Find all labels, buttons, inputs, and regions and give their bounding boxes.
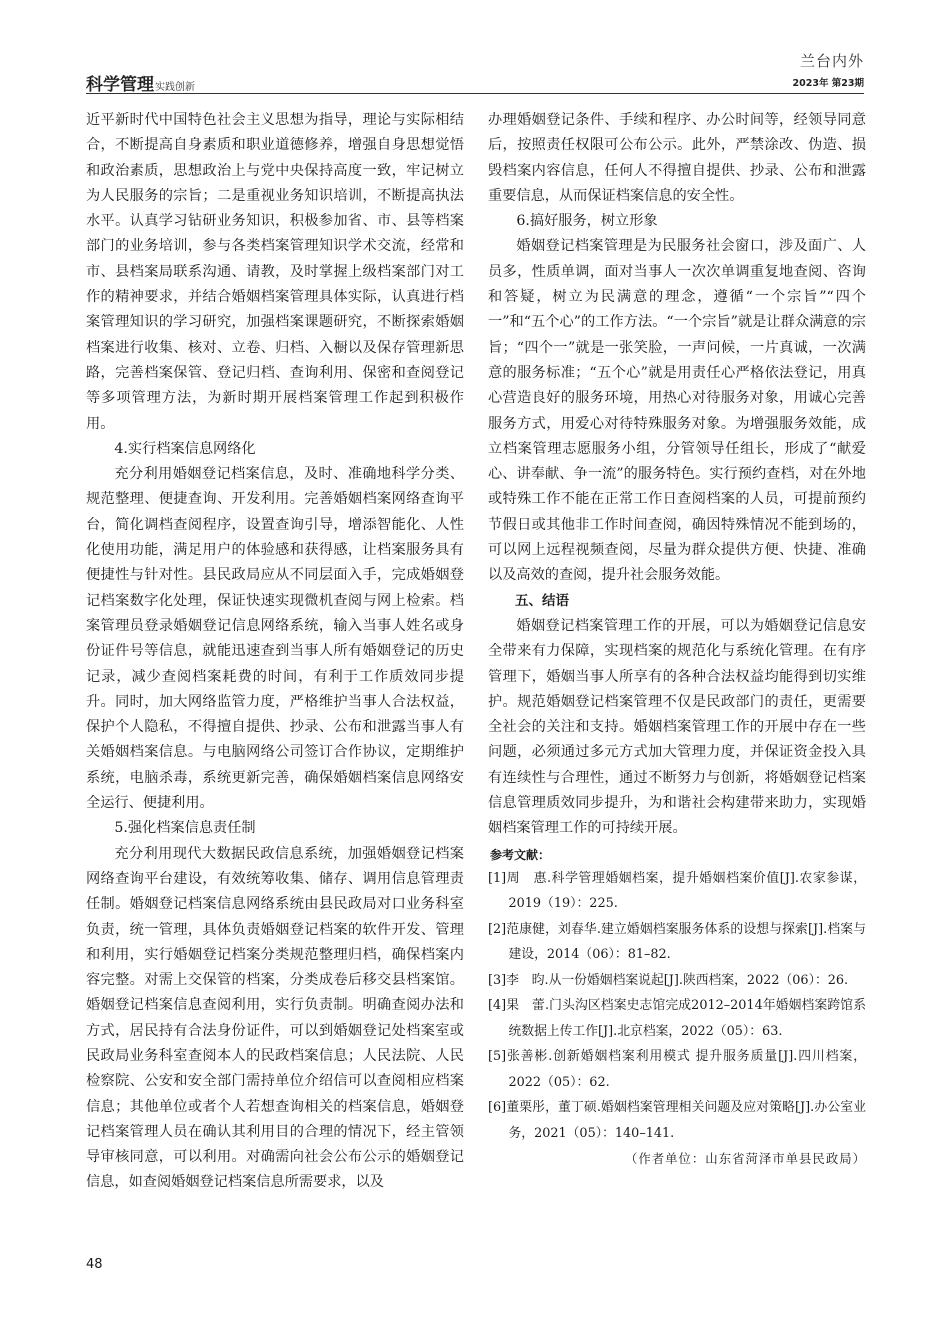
issue-label: 2023年 第23期 xyxy=(792,78,864,89)
section-name: 兰台内外 xyxy=(799,52,864,70)
paragraph: 近平新时代中国特色社会主义思想为指导，理论与实际相结合，不断提高自身素质和职业道德修养，增强自身思想觉悟和政治素质，思想政治上与党中央保持高度一致，牢记树立为人民服务的宗旨；二是重视业务知识培训，不断提高执法水平。认真学习钻研业务知识，积极参加省、市、县等档案部门的业务培训，参与各类档案管理知识学术交流，经常和市、县档案局联系沟通、请教，及时掌握上级档案部门对工作的精神要求，并结合婚姻档案管理具体实际，认真进行档案管理知识的学习研究，加强档案课题研究，不断探索婚姻档案进行收集、核对、立卷、归档、入橱以及保存管理新思路，完善档案保管、登记归档、查询利用、保密和查阅登记等多项管理方法，为新时期开展档案管理工作起到积极作用。 xyxy=(86,112,464,432)
paragraph: 婚姻登记档案管理是为民服务社会窗口，涉及面广、人员多，性质单调，面对当事人一次次单调重复地查阅、咨询和答疑，树立为民满意的理念，遵循“一个宗旨”“四个一”和“五个心”的工作方法。“一个宗旨”就是让群众满意的宗旨；“四个一”就是一张笑脸，一声问候，一片真诚，一次满意的服务标准；“五个心”就是用责任心严格依法登记，用真心营造良好的服务环境，用热心对待服务对象，用诚心完善服务方式，用爱心对待特殊服务对象。为增强服务效能，成立档案管理志愿服务小组，分管领导任组长，形成了“献爱心、讲奉献、争一流”的服务特色。实行预约查档，对在外地或特殊工作不能在正常工作日查阅档案的人员，可提前预约节假日或其他非工作时间查阅，确因特殊情况不能到场的，可以网上远程视频查阅，尽量为群众提供方便、快捷、准确以及高效的查阅，提升社会服务效能。 xyxy=(488,238,866,584)
subheading: 5.强化档案信息责任制 xyxy=(114,820,256,837)
right-column xyxy=(488,108,866,1171)
subheading: 4.实行档案信息网络化 xyxy=(114,440,256,457)
references-title: 参考文献： xyxy=(490,847,551,862)
reference-item: [1]周 惠.科学管理婚姻档案，提升婚姻档案价值[J].农家参谋，2019（19）：225. xyxy=(488,870,866,912)
paragraph: 婚姻登记档案管理工作的开展，可以为婚姻登记信息安全带来有力保障，实现档案的规范化与系统化管理。在有序管理下，婚姻当事人所享有的各种合法权益均能得到切实维护。规范婚姻登记档案管理不仅是民政部门的责任，更需要全社会的关注和支持。婚姻档案管理工作的开展中存在一些问题，必须通过多元方式加大管理力度，并保证资金投入具有连续性与合理性，通过不断努力与创新，将婚姻登记档案信息管理质效同步提升，为和谐社会构建带来助力，实现婚姻档案管理工作的可持续开展。 xyxy=(488,617,866,837)
header-divider xyxy=(86,93,864,94)
reference-item: [2]范康健，刘春华.建立婚姻档案服务体系的设想与探索[J].档案与建设，2014（06）：81–82. xyxy=(488,921,866,963)
journal-subtitle: 实践创新 xyxy=(155,82,195,93)
author-affiliation: （作者单位：山东省菏泽市单县民政局） xyxy=(624,1151,866,1167)
header-right xyxy=(793,50,864,89)
left-column xyxy=(86,108,464,1196)
reference-item: [6]董栗彤，董丁硕.婚姻档案管理相关问题及应对策略[J].办公室业务，2021（05）：140–141. xyxy=(488,1100,866,1141)
reference-item: [5]张善彬.创新婚姻档案利用模式 提升服务质量[J].四川档案，2022（05）：62. xyxy=(488,1049,866,1090)
reference-item: [3]李 昀.从一份婚姻档案说起[J].陕西档案，2022（06）：26. xyxy=(488,972,849,988)
subheading: 6.搞好服务，树立形象 xyxy=(516,213,658,230)
journal-logo xyxy=(86,70,195,95)
reference-list xyxy=(488,866,866,1147)
section-heading: 五、结语 xyxy=(515,592,569,609)
reference-item: [4]果 蕾.门头沟区档案史志馆完成2012–2014年婚姻档案跨馆系统数据上传工作[J].北京档案，2022（05）：63. xyxy=(488,998,866,1039)
paragraph: 充分利用现代大数据民政信息系统，加强婚姻登记档案网络查询平台建设，有效统筹收集、储存、调用信息管理责任制。婚姻登记档案信息网络系统由县民政局对口业务科室负责，统一管理，具体负责婚姻登记档案的软件开发、管理和利用，实行婚姻登记档案分类规范整理归档，确保档案内容完整。对需上交保管的档案，分类成卷后移交县档案馆。婚姻登记档案信息查阅利用，实行负责制。明确查阅办法和方式，居民持有合法身份证件，可以到婚姻登记处档案室或民政局业务科室查阅本人的民政档案信息；人民法院、人民检察院、公安和安全部门需持单位介绍信可以查阅相应档案信息；其他单位或者个人若想查询相关的档案信息，婚姻登记档案管理人员在确认其利用目的合理的情况下，经主管领导审核同意，可以利用。对确需向社会公布公示的婚姻登记信息，如查阅婚姻登记档案信息所需要求，以及 xyxy=(86,845,464,1191)
journal-name: 科学管理 xyxy=(86,75,154,95)
paragraph: 办理婚姻登记条件、手续和程序、办公时间等，经领导同意后，按照责任权限可公布公示。此外，严禁涂改、伪造、损毁档案内容信息，任何人不得擅自提供、抄录、公布和泄露重要信息，从而保证档案信息的安全性。 xyxy=(488,112,866,204)
paragraph: 充分利用婚姻登记档案信息，及时、准确地科学分类、规范整理、便捷查询、开发利用。完善婚姻档案网络查询平台，简化调档查阅程序，设置查询引导，增添智能化、人性化使用功能，满足用户的体验感和获得感，让档案服务具有便捷性与针对性。县民政局应从不同层面入手，完成婚姻登记档案数字化处理，保证快速实现微机查阅与网上检索。档案管理员登录婚姻登记信息网络系统，输入当事人姓名或身份证件号等信息，就能迅速查到当事人所有婚姻登记的历史记录，减少查阅档案耗费的时间，有利于工作质效同步提升。同时，加大网络监管力度，严格维护当事人合法权益，保护个人隐私，不得擅自提供、抄录、公布和泄露当事人有关婚姻档案信息。与电脑网络公司签订合作协议，定期维护系统，电脑杀毒，系统更新完善，确保婚姻档案信息网络安全运行、便捷利用。 xyxy=(86,466,464,812)
page-number: 48 xyxy=(86,1257,103,1272)
